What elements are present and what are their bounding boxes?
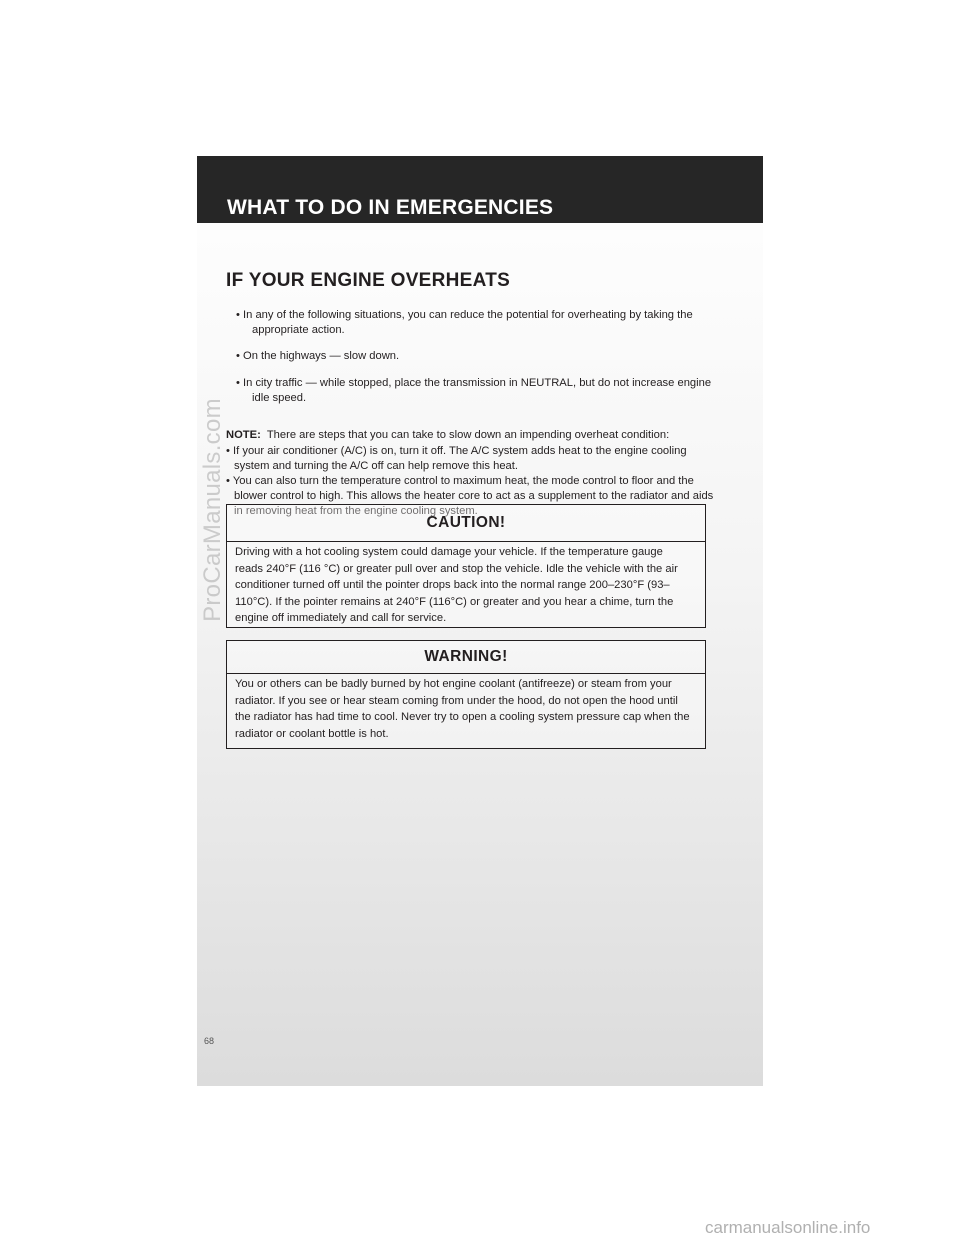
- caution-title: CAUTION!: [426, 514, 506, 531]
- manual-page: [197, 156, 763, 1086]
- warning-divider: [227, 673, 705, 674]
- header-bar: [197, 156, 763, 223]
- side-watermark: ProCarManuals.com: [199, 398, 226, 622]
- bottom-watermark: carmanualsonline.info: [705, 1218, 871, 1237]
- caution-body: Driving with a hot cooling system could damage your vehicle. If the temperature gauge reads 240°F (116 °C) or greater pull over and stop the vehicle. Idle the vehicle with the air conditioner turned off until the pointer drops back into the normal range 200–230°F (93–110°C). If the pointer remains at 240°F (116°C) or greater and you hear a chime, turn the engine off immediately and call for service.: [235, 546, 678, 624]
- section-title: IF YOUR ENGINE OVERHEATS: [226, 270, 511, 291]
- header-title: WHAT TO DO IN EMERGENCIES: [227, 196, 554, 219]
- bullet-item: • On the highways — slow down.: [236, 350, 400, 363]
- warning-box: [226, 640, 706, 749]
- note-label: NOTE:: [226, 429, 261, 441]
- note-paragraph: [226, 428, 716, 443]
- warning-title: WARNING!: [424, 648, 508, 665]
- caution-box: [226, 504, 706, 628]
- warning-body: You or others can be badly burned by hot engine coolant (antifreeze) or steam from your radiator. If you see or hear steam coming from under the hood, do not open the hood until the radiator has had time to cool. Never try to open a cooling system pressure cap when the radiator or coolant bottle is hot.: [235, 678, 690, 740]
- bullet-item: • In any of the following situations, you can reduce the potential for overheating by taking the appropriate action.: [236, 309, 693, 337]
- note-item: • You can also turn the temperature control to maximum heat, the mode control to floor and the blower control to high. This allows the heater core to act as a supplement to the radiator and aids in removing heat from the engine cooling system.: [226, 475, 714, 517]
- page-number: 68: [204, 1036, 215, 1046]
- note-item: • If your air conditioner (A/C) is on, turn it off. The A/C system adds heat to the engine cooling system and turning the A/C off can help remove this heat.: [226, 445, 687, 472]
- caution-divider: [227, 541, 705, 542]
- note-text: There are steps that you can take to slow down an impending overheat condition:: [266, 429, 670, 441]
- bullet-list: [236, 297, 716, 415]
- bullet-item: • In city traffic — while stopped, place the transmission in NEUTRAL, but do not increase engine idle speed.: [236, 376, 712, 404]
